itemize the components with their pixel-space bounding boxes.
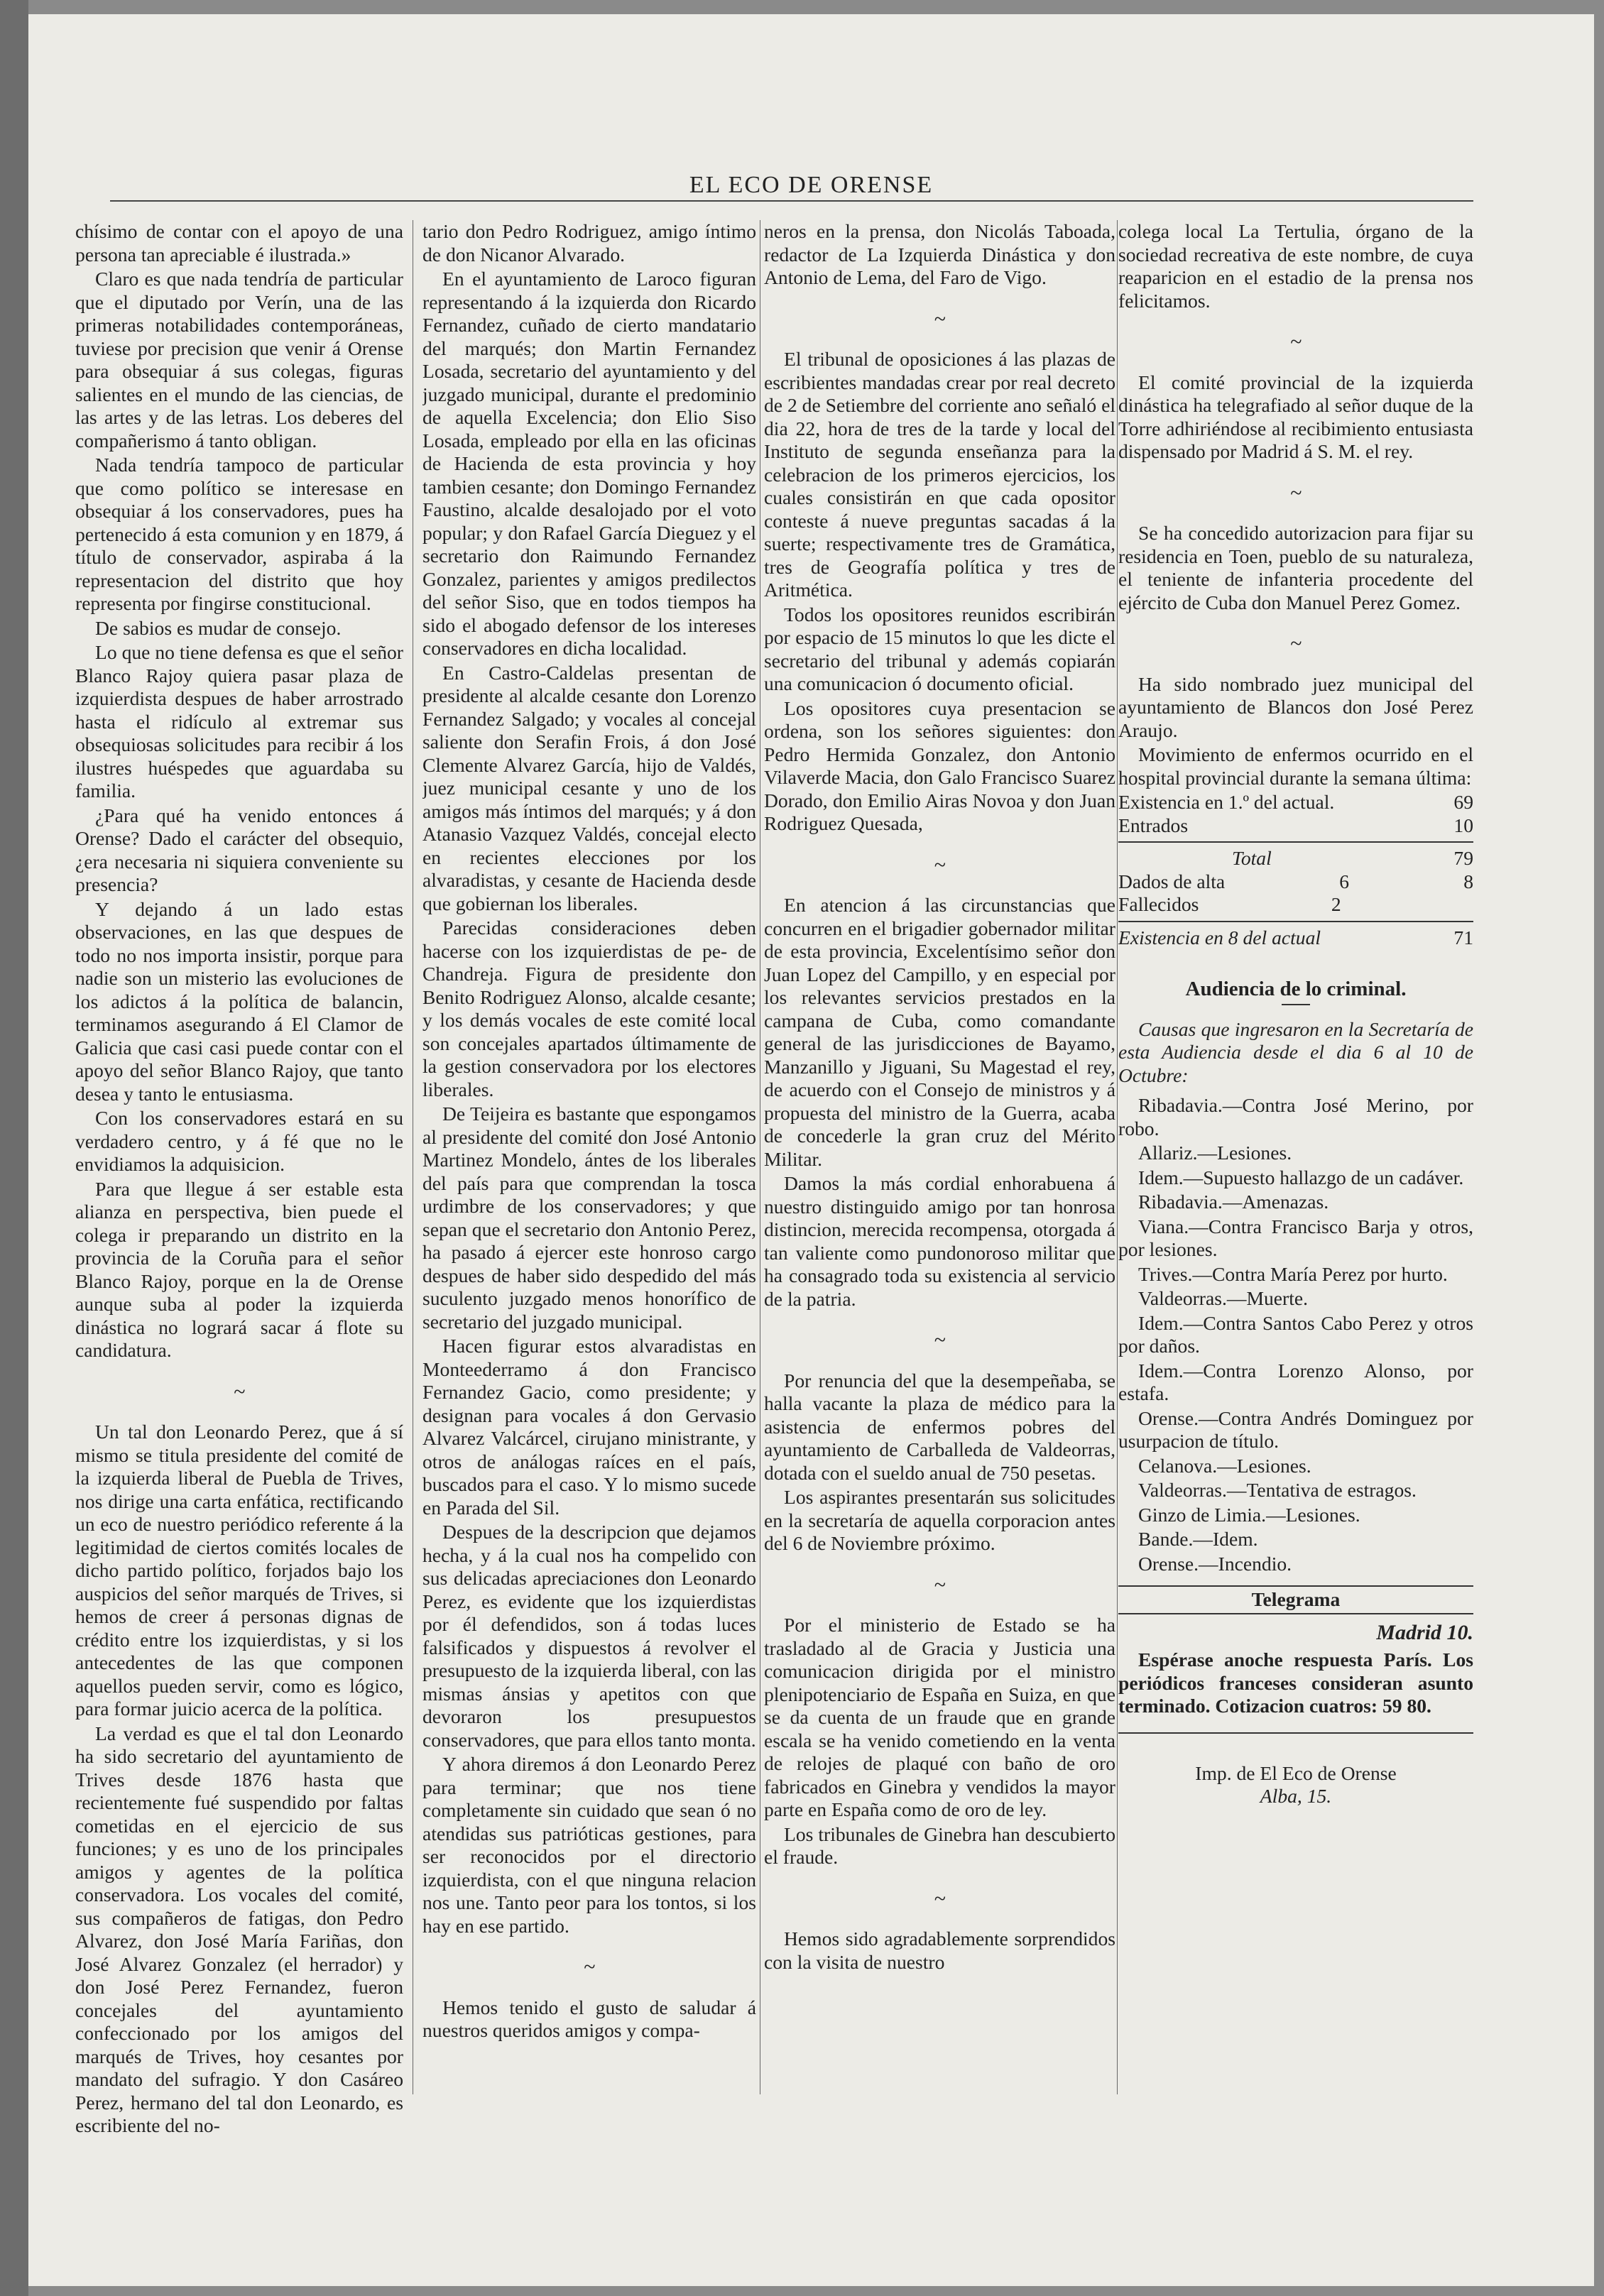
table-value: 6 — [1339, 870, 1350, 892]
paragraph: La verdad es que el tal don Leonardo ha sido secretario del ayuntamiento de Trives desde 1876 hasta que recientemente fué suspendido por faltas cometidas en el ejercicio de sus funciones; y es uno de los principales amigos y agentes de la política conservadora. Los vocales del comité, sus compañeros de fatigas, don Pedro Alvarez, don José María Fariñas, don José Alvarez Gonzalez (el herrador) y don José Perez Fernandez, fueron concejales del ayuntamiento confeccionado por los amigos del marqués de Trives, hoy cesantes por mandato del sufragio. Y don Casáreo Perez, hermano del tal don Leonardo, es escribiente del no- — [75, 1722, 403, 2136]
paragraph: En Castro-Caldelas presentan de presidente al alcalde cesante don Lorenzo Fernandez Salgado; y vocales al concejal saliente don Serafin Frois, á don José Clemente Alvarez García, hijo de Valdés, juez municipal cesante y uno de los amigos más íntimos del marqués; y á don Atanasio Vazquez Valdés, concejal electo en recientes elecciones por los alvaradistas, y cesante de Hacienda desde que gobiernan los liberales. — [422, 661, 756, 914]
paragraph: Y ahora diremos á don Leonardo Perez para terminar; que nos tiene completamente sin cuidado que sean ó no atendidas sus patrióticas gestiones, para ser reconocidos por el directorio izquierdista, con el que ninguna relacion nos une. Tanto peor para los tontos, si los hay en ese partido. — [422, 1753, 756, 1937]
paragraph: Todos los opositores reunidos escribirán por espacio de 15 minutos lo que les dicte el secretario del tribunal y además copiarán una comunicacion ó documento oficial. — [764, 603, 1115, 694]
paragraph: De sabios es mudar de consejo. — [95, 616, 342, 639]
imprenta: Imp. de El Eco de Orense — [1195, 1761, 1397, 1784]
list-item: Allariz.—Lesiones. — [1138, 1142, 1292, 1164]
paragraph: Ha sido nombrado juez municipal del ayuntamiento de Blancos don José Perez Araujo. — [1118, 672, 1473, 741]
table-label: Existencia en 1.º del actual. — [1118, 791, 1335, 813]
paragraph: Movimiento de enfermos ocurrido en el hospital provincial durante la semana última: — [1118, 743, 1473, 789]
paragraph: De Teijeira es bastante que espongamos al presidente del comité don José Antonio Martinez Mondelo, ántes de los liberales del país para que comprendan la tosca urdimbre de los conservadores; y que sepan que el secretario don Antonio Perez, ha pasado á ejercer este honroso cargo despues de haber sido despedido del más suculento juzgado menos honorífico de secretario del juzgado municipal. — [422, 1103, 756, 1333]
ornament-icon: ~ — [233, 1379, 246, 1404]
table-label: Dados de alta — [1118, 870, 1226, 892]
paragraph: Claro es que nada tendría de particular que el diputado por Verín, una de las primeras notabilidades contemporáneas, tuviese por precision que venir á Orense para obsequiar á sus colegas, figuras salientes en el mundo de las ciencias, de las artes y de las letras. Los deberes del compañerismo á tanto obligan. — [75, 268, 403, 452]
section-rule — [1282, 1004, 1310, 1005]
paragraph: Un tal don Leonardo Perez, que á sí mismo se titula presidente del comité de la izquierda liberal de Puebla de Trives, nos dirige una carta enfática, rectificando un eco de nuestro periódico referente á la legitimidad de ciertos comités locales de dicho partido político, forjados bajo los auspicios del señor marqués de Trives, si hemos de creer á personas dignas de crédito entre los izquierdistas, y si los antecedentes de las que componen aquellos pueden servir, como es lógico, para formar juicio acerca de la política. — [75, 1421, 403, 1720]
table-value: 10 — [1453, 814, 1473, 836]
list-item: Orense.—Contra Andrés Dominguez por usurpacion de título. — [1118, 1406, 1473, 1452]
paragraph: Con los conservadores estará en su verdadero centro, y á fé que no le envidiamos la adquisicion. — [75, 1107, 403, 1175]
list-item: Viana.—Contra Francisco Barja y otros, por lesiones. — [1118, 1215, 1473, 1260]
table-row — [1118, 870, 1473, 894]
list-item: Ribadavia.—Amenazas. — [1138, 1191, 1329, 1213]
column-divider — [1117, 220, 1118, 2094]
ornament-icon: ~ — [934, 1886, 946, 1910]
ornament-icon: ~ — [1289, 632, 1302, 655]
paragraph: Hemos tenido el gusto de saludar á nuestros queridos amigos y compa- — [422, 1996, 756, 2041]
page-edge — [0, 0, 28, 2296]
list-item: Ginzo de Limia.—Lesiones. — [1138, 1503, 1360, 1526]
list-item: Idem.—Contra Lorenzo Alonso, por estafa. — [1118, 1359, 1473, 1404]
page-header-title: EL ECO DE ORENSE — [689, 172, 934, 198]
section-rule — [1118, 1732, 1473, 1734]
list-item: Orense.—Incendio. — [1138, 1552, 1292, 1575]
ornament-icon: ~ — [934, 1328, 946, 1352]
list-item: Celanova.—Lesiones. — [1138, 1454, 1311, 1477]
paragraph: Nada tendría tampoco de particular que como político se interesase en obsequiar á los conservadores, pues ha pertenecido á esta comunion y en 1879, á título de conservador, aspiraba á la representacion del distrito que hoy representa por fingirse constitucional. — [75, 454, 403, 614]
column-2 — [422, 220, 756, 2044]
table-row — [1118, 926, 1473, 950]
telegrama-title: Telegrama — [1118, 1585, 1473, 1614]
paragraph: Por renuncia del que la desempeñaba, se halla vacante la plaza de médico para la asistencia de enfermos pobres del ayuntamiento de Carballeda de Valdeorras, dotada con el sueldo anual de 750 pesetas. — [764, 1369, 1115, 1484]
telegrama-text: Espérase anoche respuesta París. Los periódicos franceses consideran asunto terminado. Cotizacion cuatros: 59 80. — [1118, 1649, 1473, 1717]
table-label: Total — [1232, 847, 1272, 869]
list-item: Idem.—Supuesto hallazgo de un cadáver. — [1138, 1166, 1464, 1188]
table-label: Fallecidos — [1118, 893, 1199, 915]
paragraph: En el ayuntamiento de Laroco figuran representando á la izquierda don Ricardo Fernandez, cuñado de cierto mandatario del marqués; don Martin Fernandez Losada, secretario del ayuntamiento y del juzgado municipal, durante el predominio de aquella Excelencia; don Elio Siso Losada, empleado por ella en las oficinas de Hacienda de esta provincia y hoy tambien cesante; don Domingo Fernandez Faustino, alcalde desalojado por el voto popular; y don Rafael García Dieguez y el secretario don Raimundo Fernandez Gonzalez, parientes y amigos predilectos del señor Siso, que en todos tiempos ha sido el abogado defensor de los intereses conservadores en dicha localidad. — [422, 268, 756, 659]
paragraph: tario don Pedro Rodriguez, amigo íntimo de don Nicanor Alvarado. — [422, 220, 756, 266]
paragraph: En atencion á las circunstancias que concurren en el brigadier gobernador militar de esta provincia, Excelentísimo señor don Juan Lopez del Campillo, y en especial por los relevantes servicios prestados en la campana de Cuba, como comandante general de las jurisdicciones de Bayamo, Manzanillo y Jiguani, Su Magestad el rey, de acuerdo con el Consejo de ministros y á propuesta del ministro de la Guerra, acaba de concederle la gran cruz del Mérito Militar. — [764, 894, 1115, 1170]
list-item: Ribadavia.—Contra José Merino, por robo. — [1118, 1094, 1473, 1139]
ornament-icon: ~ — [934, 853, 946, 877]
paragraph: neros en la prensa, don Nicolás Taboada, redactor de La Izquierda Dinástica y don Antonio de Lema, del Faro de Vigo. — [764, 220, 1115, 288]
paragraph: Damos la más cordial enhorabuena á nuestro distinguido amigo por tan honrosa distincion, merecida recompensa, otorgada á tan valiente como pundonoroso militar que ha consagrado toda su existencia al servicio de la patria. — [764, 1172, 1115, 1310]
ornament-icon: ~ — [1289, 330, 1302, 354]
table-value: 71 — [1453, 926, 1473, 949]
paragraph: Los aspirantes presentarán sus solicitudes en la secretaría de aquella corporacion antes del 6 de Noviembre próximo. — [764, 1486, 1115, 1554]
list-item: Bande.—Idem. — [1138, 1528, 1258, 1550]
ornament-icon: ~ — [583, 1955, 596, 1979]
paragraph: Y dejando á un lado estas observaciones, en las que despues de todo no nos importa insistir, porque para nadie son un misterio las evoluciones de los adictos á la política de balancin, terminamos asegurando á El Clamor de Galicia que casi casi puede contar con el apoyo del señor Blanco Rajoy, que tanto desea y tanto le entusiasma. — [75, 897, 403, 1105]
table-label: Entrados — [1118, 814, 1189, 836]
column-1 — [75, 220, 403, 2139]
column-4 — [1118, 220, 1473, 1808]
paragraph: Por el ministerio de Estado se ha trasladado al de Gracia y Justicia una comunicacion dirigida por el ministro plenipotenciario de España en Suiza, en que se da cuenta de un fraude que en grande escala se ha venido cometiendo en la venta de relojes de plaqué con baño de oro fabricados en Ginebra y vendidos la mayor parte en España como de oro de ley. — [764, 1614, 1115, 1820]
table-row — [1118, 893, 1473, 917]
ornament-icon: ~ — [1289, 481, 1302, 505]
table-row — [1118, 791, 1473, 814]
paragraph: ¿Para qué ha venido entonces á Orense? Dado el carácter del obsequio, ¿era necesaria ni siquiera conveniente su presencia? — [75, 804, 403, 895]
paragraph: Hemos sido agradablemente sorprendidos con la visita de nuestro — [764, 1928, 1115, 1973]
paragraph: Parecidas consideraciones deben hacerse con los izquierdistas de pe- de Chandreja. Figura de presidente don Benito Rodriguez Alonso, alcalde cesante; y los demás vocales de este comité local son concejales apartados últimamente de la gestion conservadora por los electores liberales. — [422, 917, 756, 1100]
table-row — [1118, 847, 1473, 870]
paragraph: Los opositores cuya presentacion se ordena, son los señores siguientes: don Pedro Hermida Gonzalez, don Antonio Vilaverde Macia, don Galo Francisco Suarez Dorado, don Emilio Airas Novoa y don Juan Rodriguez Quesada, — [764, 696, 1115, 834]
paragraph: Hacen figurar estos alvaradistas en Monteederramo á don Francisco Fernandez Gacio, como presidente; y designan para vocales á don Gervasio Alvarez Valcárcel, cirujano ministrante, y otros de análogas raíces en el país, buscados para el caso. Y lo mismo sucede en Parada del Sil. — [422, 1335, 756, 1519]
table-rule — [1118, 841, 1473, 843]
paragraph: El tribunal de oposiciones á las plazas de escribientes mandadas crear por real decreto de 2 de Setiembre del corriente ano señaló el dia 22, hora de tres de la tarde y local del Instituto de segunda enseñanza para la celebracion de los primeros ejercicios, los cuales consistirán en que cada opositor conteste á nueve preguntas sacadas á la suerte; respectivamente tres de Gramática, tres de Geografía política y tres de Aritmética. — [764, 348, 1115, 601]
section-title: Audiencia de lo criminal. — [1185, 978, 1407, 1000]
telegrama-place: Madrid 10. — [1376, 1620, 1473, 1644]
table-row — [1118, 814, 1473, 838]
paragraph: Lo que no tiene defensa es que el señor Blanco Rajoy quiera pasar plaza de izquierdista despues de haber arrostrado hasta el ridículo al extremar sus obsequiosas solicitudes para recibir á los ilustres huéspedes que aguardaba su familia. — [75, 641, 403, 802]
table-rule — [1118, 921, 1473, 922]
table-value: 69 — [1453, 791, 1473, 813]
paragraph: colega local La Tertulia, órgano de la sociedad recreativa de este nombre, de cuya reaparicion en el estadio de la prensa nos felicitamos. — [1118, 220, 1473, 312]
paragraph: Se ha concedido autorizacion para fijar su residencia en Toen, pueblo de su naturaleza, el teniente de infanteria procedente del ejército de Cuba don Manuel Perez Gomez. — [1118, 522, 1473, 613]
list-item: Trives.—Contra María Perez por hurto. — [1138, 1262, 1448, 1285]
header-rule — [110, 200, 1473, 202]
list-item: Valdeorras.—Tentativa de estragos. — [1138, 1479, 1417, 1501]
imprenta-address: Alba, 15. — [1260, 1785, 1332, 1807]
paragraph: Para que llegue á ser estable esta alianza en perspectiva, bien puede el colega ir preparando un distrito en la provincia de la Coruña para el señor Blanco Rajoy, porque en la de Orense aunque suba al poder la izquierda dinástica no logrará sacar á flote su candidatura. — [75, 1177, 403, 1361]
paragraph: Causas que ingresaron en la Secretaría de esta Audiencia desde el dia 6 al 10 de Octubre: — [1118, 1017, 1473, 1086]
paragraph: Despues de la descripcion que dejamos hecha, y á la cual nos ha compelido con sus delicadas apreciaciones don Leonardo Perez, es evidente que los izquierdistas por él defendidos, son á todas luces falsificados y dispuestos á revolver el presupuesto de la izquierda liberal, con las mismas ánsias y apetitos con que devoraron los presupuestos conservadores, que para ellos tanto monta. — [422, 1521, 756, 1751]
table-label: Existencia en 8 del actual — [1118, 926, 1321, 949]
column-3 — [764, 220, 1115, 1975]
ornament-icon: ~ — [934, 1573, 946, 1597]
list-item: Valdeorras.—Muerte. — [1138, 1287, 1309, 1309]
ornament-icon: ~ — [934, 307, 946, 331]
paragraph: chísimo de contar con el apoyo de una persona tan apreciable é ilustrada.» — [75, 220, 403, 266]
paragraph: Los tribunales de Ginebra han descubierto el fraude. — [764, 1822, 1115, 1868]
table-value: 79 — [1453, 847, 1473, 869]
newspaper-page — [28, 14, 1594, 2286]
table-value: 8 — [1463, 870, 1473, 892]
hospital-table — [1118, 791, 1473, 949]
list-item: Idem.—Contra Santos Cabo Perez y otros por daños. — [1118, 1311, 1473, 1357]
table-value: 2 — [1331, 893, 1341, 915]
paragraph: El comité provincial de la izquierda dinástica ha telegrafiado al señor duque de la Torre adhiriéndose al recibimiento entusiasta dispensado por Madrid á S. M. el rey. — [1118, 371, 1473, 462]
causas-list — [1118, 1094, 1473, 1575]
